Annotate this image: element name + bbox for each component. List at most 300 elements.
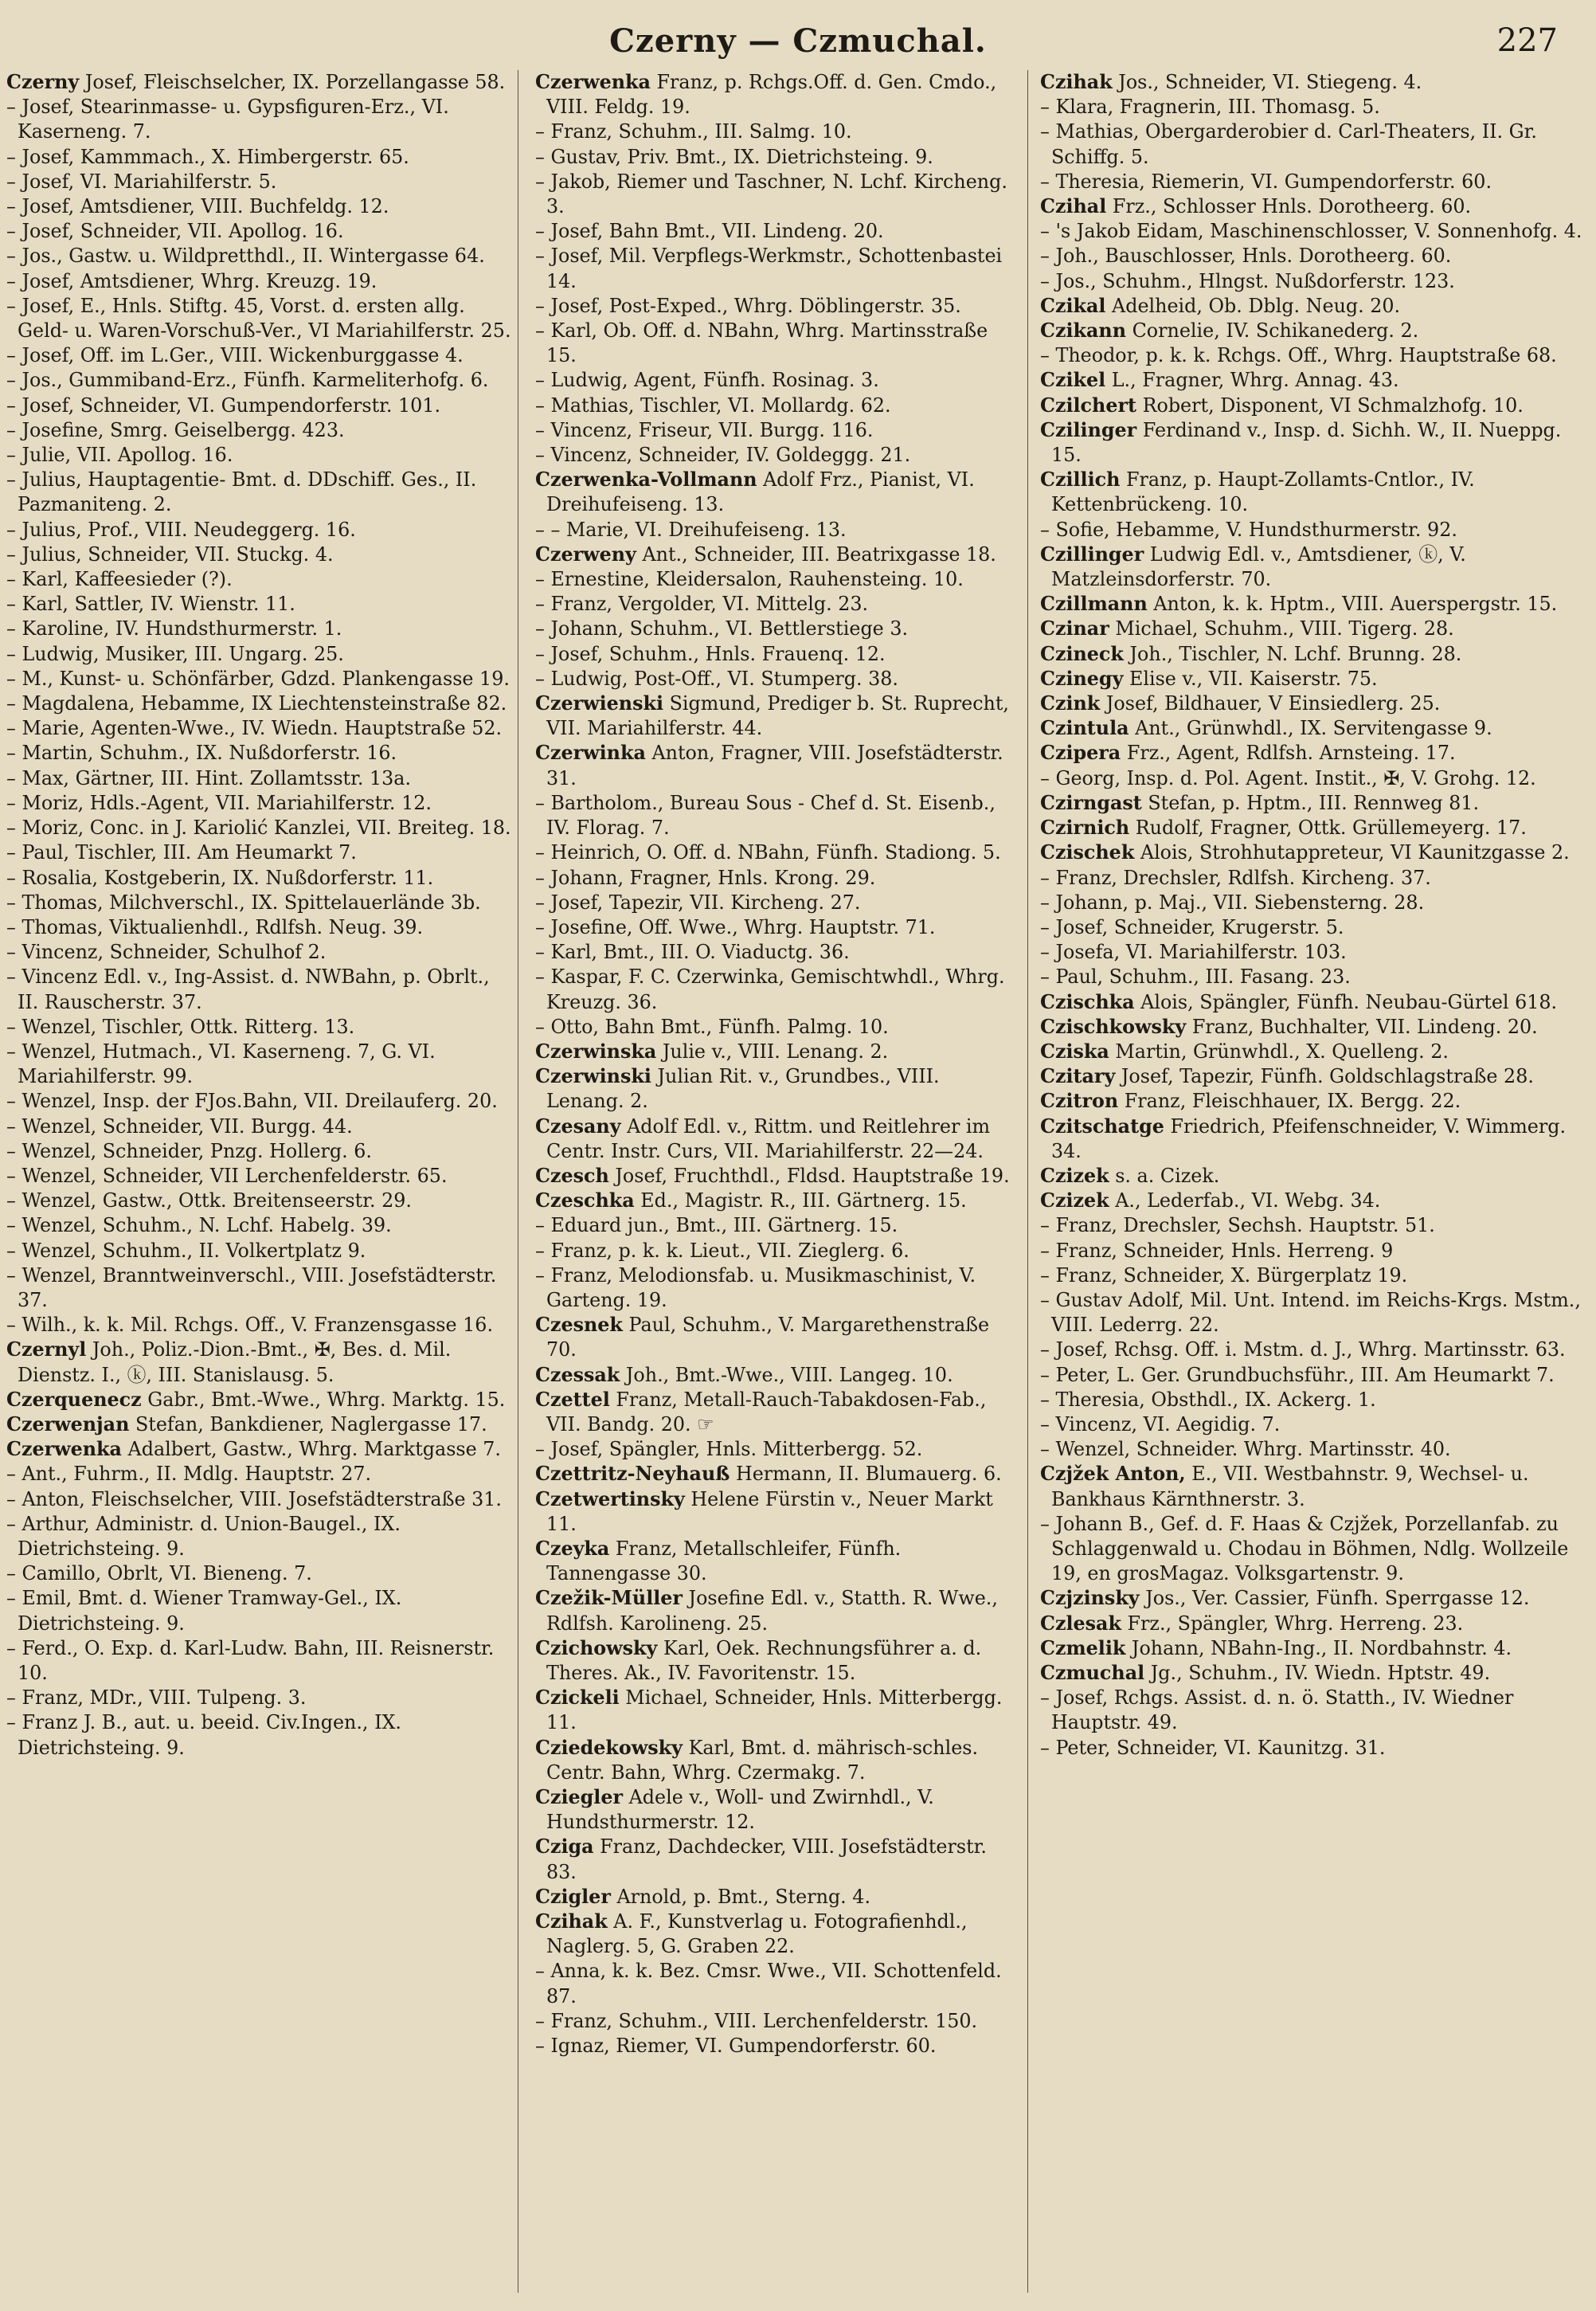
directory-entry [1040,1015,1590,1040]
columns [6,70,1591,2293]
column-middle [535,70,1023,2293]
directory-entry [535,915,1023,940]
entry-surname: Czerwinka [535,742,646,765]
directory-entry [1040,343,1590,368]
directory-entry [535,1910,1023,1959]
directory-entry [6,866,516,891]
directory-entry [1040,965,1590,989]
entry-text: – Vincenz, Friseur, VII. Burgg. 116. [535,418,874,441]
entry-text: – Karl, Sattler, IV. Wienstr. 11. [6,593,295,616]
directory-entry [6,145,516,170]
entry-surname: Czitary [1040,1065,1116,1088]
entry-text: – Jos., Gastw. u. Wildpretthdl., II. Wintergasse 64. [6,245,485,268]
entry-surname: Czettel [535,1388,610,1411]
entry-text: Elise v., VII. Kaiserstr. 75. [1129,667,1378,690]
directory-entry [535,791,1023,840]
directory-entry [1040,70,1590,95]
entry-surname: Czischka [1040,990,1135,1013]
directory-entry [6,269,516,294]
directory-entry [6,1437,516,1462]
entry-surname: Czickeli [535,1686,620,1710]
directory-entry [6,1586,516,1635]
entry-text: Ant., Grünwhdl., IX. Servitengasse 9. [1135,717,1492,740]
directory-entry [535,1213,1023,1238]
entry-surname: Czihak [535,1910,608,1933]
directory-entry [1040,368,1590,393]
directory-entry [1040,1736,1590,1761]
entry-text: – Otto, Bahn Bmt., Fünfh. Palmg. 10. [535,1015,889,1038]
entry-text: – Josefine, Smrg. Geiselbergg. 423. [6,418,345,441]
directory-entry [6,816,516,840]
entry-text: – Magdalena, Hebamme, IX Liechtensteinstraße 82. [6,692,507,715]
directory-entry [535,1189,1023,1213]
entry-surname: Cziedekowsky [535,1736,683,1759]
entry-text: – Julius, Hauptagentie- Bmt. d. DDschiff. Ges., II. Pazmaniteng. 2. [6,468,477,516]
entry-text: Sigmund, Prediger b. St. Ruprecht, VII. Mariahilferstr. 44. [546,692,1009,740]
directory-entry [6,1338,516,1387]
directory-entry [535,1114,1023,1164]
directory-entry [535,1586,1023,1635]
directory-entry [535,2034,1023,2058]
entry-text: Stefan, Bankdiener, Naglergasse 17. [135,1412,487,1436]
entry-text: – Wenzel, Tischler, Ottk. Ritterg. 13. [6,1015,355,1038]
entry-text: – Josef, VI. Mariahilferstr. 5. [6,170,277,193]
entry-surname: Czernyl [6,1338,87,1361]
entry-surname: Czitron [1040,1090,1119,1113]
entry-text: – Gustav Adolf, Mil. Unt. Intend. im Reichs-Krgs. Mstm., VIII. Lederrg. 22. [1040,1288,1581,1337]
entry-text: Friedrich, Pfeifenschneider, V. Wimmerg. 34. [1051,1114,1567,1162]
directory-entry [6,95,516,144]
entry-surname: Czihak [1040,71,1113,93]
entry-text: – Josef, Bahn Bmt., VII. Lindeng. 20. [535,220,884,243]
entry-surname: Czerwinska [535,1040,657,1063]
directory-entry [1040,691,1590,716]
entry-text: – Franz, Melodionsfab. u. Musikmaschinist, V. Garteng. 19. [535,1263,976,1311]
directory-entry [535,741,1023,790]
directory-entry [6,1164,516,1189]
entry-text: Jos., Ver. Cassier, Fünfh. Sperrgasse 12. [1145,1587,1530,1610]
directory-entry [6,1139,516,1164]
entry-text: Ferdinand v., Insp. d. Sichh. W., II. Nueppg. 15. [1051,418,1562,467]
directory-entry [1040,891,1590,915]
directory-entry [6,741,516,766]
entry-text: – Johann B., Gef. d. F. Haas & Czjžek, Porzellanfab. zu Schlaggenwald u. Chodau in Böhmen, Ndlg. Wollzeile 19, en grosMagaz. Volksgartenstr. 9. [1040,1512,1569,1585]
directory-entry [6,716,516,741]
entry-text: – Johann, p. Maj., VII. Siebensterng. 28. [1040,891,1425,914]
entry-text: Adolf Edl. v., Rittm. und Reitlehrer im Centr. Instr. Curs, VII. Mariahilferstr. 22—24. [546,1114,991,1162]
entry-text: – Josef, Kammmach., X. Himbergerstr. 65. [6,145,409,168]
page-number: 227 [1496,22,1558,59]
entry-text: Paul, Schuhm., V. Margarethenstraße 70. [546,1314,990,1361]
entry-text: – Karl, Ob. Off. d. NBahn, Whrg. Martinsstraße 15. [535,319,988,367]
column-right [1040,70,1590,2293]
entry-text: – Franz, Schuhm., III. Salmg. 10. [535,120,852,143]
entry-surname: Czetwertinsky [535,1487,685,1510]
directory-entry [6,219,516,244]
directory-entry [1040,119,1590,169]
entry-text: Jg., Schuhm., IV. Wiedn. Hptstr. 49. [1150,1662,1491,1684]
directory-entry [6,1015,516,1040]
entry-text: – Ludwig, Musiker, III. Ungarg. 25. [6,642,344,665]
directory-entry [535,1363,1023,1388]
entry-surname: Czillmann [1040,593,1148,616]
entry-text: Michael, Schuhm., VIII. Tigerg. 28. [1115,617,1454,640]
entry-text: – Anton, Fleischselcher, VIII. Josefstädterstraße 31. [6,1487,502,1510]
directory-entry [6,1462,516,1486]
entry-text: – Jos., Gummiband-Erz., Fünfh. Karmeliterhofg. 6. [6,369,489,392]
entry-text: – Wenzel, Branntweinverschl., VIII. Josefstädterstr. 37. [6,1263,497,1311]
entry-surname: Cziska [1040,1040,1109,1063]
entry-text: Franz, p. Rchgs.Off. d. Gen. Cmdo., VIII. Feldg. 19. [546,71,997,119]
directory-entry [6,766,516,791]
directory-entry [535,1686,1023,1735]
entry-surname: Czinegy [1040,667,1124,690]
entry-text: – Franz, Drechsler, Sechsh. Hauptstr. 51. [1040,1214,1435,1237]
directory-entry [535,866,1023,891]
entry-text: – Josef, Stearinmasse- u. Gypsfiguren-Erz., VI. Kaserneng. 7. [6,96,449,143]
directory-entry [6,394,516,418]
directory-entry [1040,667,1590,691]
directory-entry [6,965,516,1014]
directory-entry [1040,1462,1590,1511]
directory-entry [535,70,1023,119]
directory-entry [1040,1512,1590,1587]
entry-text: – Thomas, Milchverschl., IX. Spittelauerlände 3b. [6,891,481,914]
entry-text: – Josef, Amtsdiener, VIII. Buchfeldg. 12. [6,195,389,218]
directory-entry [6,617,516,641]
directory-entry [535,1313,1023,1362]
directory-entry [535,1388,1023,1437]
directory-entry [6,443,516,468]
directory-entry [1040,1239,1590,1263]
entry-text: – Paul, Schuhm., III. Fasang. 23. [1040,966,1351,989]
entry-text: Ludwig Edl. v., Amtsdiener, ⓚ, V. Matzleinsdorferstr. 70. [1051,542,1466,591]
entry-text: – Gustav, Priv. Bmt., IX. Dietrichsteing. 9. [535,145,933,168]
entry-surname: Czink [1040,692,1101,715]
directory-entry [1040,468,1590,517]
running-title: Czerny — Czmuchal. [609,22,987,60]
directory-entry [1040,95,1590,119]
entry-text: – Franz, Schuhm., VIII. Lerchenfelderstr. 150. [535,2009,978,2032]
directory-entry [1040,741,1590,766]
entry-text: – 's Jakob Eidam, Maschinenschlosser, V. Sonnenhofg. 4. [1040,220,1582,243]
directory-entry [6,567,516,592]
entry-surname: Czilinger [1040,418,1137,441]
entry-text: – – Marie, VI. Dreihufeiseng. 13. [535,518,847,541]
entry-text: – Thomas, Viktualienhdl., Rdlfsh. Neug. 39. [6,915,424,938]
entry-text: – Paul, Tischler, III. Am Heumarkt 7. [6,841,357,864]
entry-text: Alois, Spängler, Fünfh. Neubau-Gürtel 618. [1140,990,1558,1013]
entry-text: Josef, Tapezir, Fünfh. Goldschlagstraße 28. [1121,1065,1534,1088]
entry-surname: Czinar [1040,617,1109,640]
directory-entry [1040,418,1590,468]
directory-entry [535,667,1023,691]
entry-text: – Wenzel, Insp. der FJos.Bahn, VII. Dreilauferg. 20. [6,1090,498,1113]
directory-entry [535,642,1023,667]
entry-text: Johann, NBahn-Ing., II. Nordbahnstr. 4. [1131,1636,1512,1659]
entry-text: – Sofie, Hebamme, V. Hundsthurmerstr. 92. [1040,518,1457,541]
directory-entry [535,443,1023,468]
directory-entry [535,244,1023,293]
entry-text: – Josef, Post-Exped., Whrg. Döblingerstr. 35. [535,294,961,317]
entry-text: – Ernestine, Kleidersalon, Rauhensteing. 10. [535,568,964,591]
entry-text: – Franz, Schneider, Hnls. Herreng. 9 [1040,1239,1394,1262]
entry-text: Gabr., Bmt.-Wwe., Whrg. Marktg. 15. [147,1388,506,1411]
directory-entry [6,468,516,517]
entry-text: – Max, Gärtner, III. Hint. Zollamtsstr. 13a. [6,766,412,789]
entry-surname: Czerwinski [535,1065,651,1088]
entry-text: – Johann, Schuhm., VI. Bettlerstiege 3. [535,617,909,640]
directory-entry [535,468,1023,517]
directory-entry [535,1040,1023,1064]
directory-entry [535,617,1023,641]
directory-entry [6,368,516,393]
entry-text: – Mathias, Tischler, VI. Mollardg. 62. [535,394,891,417]
entry-text: – Heinrich, O. Off. d. NBahn, Fünfh. Stadiong. 5. [535,841,1001,864]
entry-surname: Czerwenka-Vollmann [535,468,757,492]
entry-surname: Czerquenecz [6,1388,142,1411]
directory-entry [6,1089,516,1114]
entry-surname: Czikel [1040,369,1106,392]
entry-text: Anton, Fragner, VIII. Josefstädterstr. 31. [546,742,1003,789]
entry-text: – Wilh., k. k. Mil. Rchgs. Off., V. Franzensgasse 16. [6,1314,494,1337]
entry-surname: Czerwenka [6,1438,122,1461]
entry-surname: Czichowsky [535,1636,658,1659]
entry-text: Julian Rit. v., Grundbes., VIII. Lenang. 2. [546,1065,940,1113]
directory-entry [535,418,1023,443]
entry-text: Frz., Schlosser Hnls. Dorotheerg. 60. [1112,195,1472,218]
entry-surname: Czikann [1040,319,1127,343]
entry-text: Arnold, p. Bmt., Sterng. 4. [616,1885,871,1908]
entry-text: – Marie, Agenten-Wwe., IV. Wiedn. Hauptstraße 52. [6,717,503,740]
directory-entry [6,1213,516,1238]
directory-entry [1040,319,1590,343]
entry-text: – Peter, L. Ger. Grundbuchsführ., III. Am Heumarkt 7. [1040,1363,1555,1386]
entry-text: – Franz J. B., aut. u. beeid. Civ.Ingen., IX. Dietrichsteing. 9. [6,1711,401,1759]
entry-text: Ant., Schneider, III. Beatrixgasse 18. [642,542,996,566]
entry-surname: Czerwenjan [6,1412,130,1436]
directory-entry [535,219,1023,244]
directory-entry [535,294,1023,319]
entry-surname: Czessak [535,1363,620,1386]
entry-text: – Bartholom., Bureau Sous - Chef d. St. Eisenb., IV. Florag. 7. [535,791,996,840]
directory-entry [1040,1189,1590,1213]
directory-entry [6,170,516,194]
directory-entry [1040,170,1590,194]
directory-entry [6,1710,516,1760]
entry-text: L., Fragner, Whrg. Annag. 43. [1111,369,1399,392]
directory-entry [1040,1288,1590,1338]
entry-surname: Czitschatge [1040,1114,1164,1138]
entry-text: Joh., Tischler, N. Lchf. Brunng. 28. [1129,642,1462,665]
entry-text: – Eduard jun., Bmt., III. Gärtnerg. 15. [535,1214,898,1237]
directory-entry [535,1064,1023,1114]
directory-entry [535,1462,1023,1486]
directory-entry [6,343,516,368]
entry-surname: Czizek [1040,1164,1109,1187]
entry-surname: Czirnich [1040,817,1130,840]
entry-text: – Martin, Schuhm., IX. Nußdorferstr. 16. [6,742,397,765]
directory-entry [1040,1437,1590,1462]
entry-text: – Joh., Bauschlosser, Hnls. Dorotheerg. 60. [1040,245,1452,268]
entry-text: – Ignaz, Riemer, VI. Gumpendorferstr. 60. [535,2035,937,2058]
entry-text: A., Lederfab., VI. Webg. 34. [1115,1189,1381,1212]
directory-entry [1040,1114,1590,1164]
entry-text: – Jos., Schuhm., Hlngst. Nußdorferstr. 123. [1040,269,1455,292]
entry-text: – Josef, Spängler, Hnls. Mitterbergg. 52. [535,1438,923,1461]
directory-entry [535,840,1023,865]
directory-entry [6,791,516,816]
entry-surname: Czettritz-Neyhauß [535,1463,730,1486]
directory-entry [6,1114,516,1139]
entry-surname: Czillich [1040,468,1121,492]
directory-entry [1040,1164,1590,1189]
directory-entry [1040,840,1590,865]
directory-entry [1040,542,1590,592]
entry-text: – Karl, Bmt., III. O. Viaductg. 36. [535,941,850,964]
entry-text: – Moriz, Hdls.-Agent, VII. Mariahilferstr. 12. [6,791,432,814]
entry-surname: Czizek [1040,1189,1109,1212]
directory-entry [6,891,516,915]
column-left [6,70,516,2293]
entry-text: Adelheid, Ob. Dblg. Neug. 20. [1112,294,1401,317]
directory-entry [1040,1412,1590,1437]
directory-entry [6,1487,516,1512]
directory-entry [6,418,516,443]
entry-surname: Czilchert [1040,394,1136,417]
entry-text: – Josef, Schuhm., Hnls. Frauenq. 12. [535,642,886,665]
directory-entry [535,119,1023,144]
entry-surname: Czirngast [1040,791,1142,814]
directory-entry [6,1189,516,1213]
entry-text: – Klara, Fragnerin, III. Thomasg. 5. [1040,96,1380,119]
directory-entry [1040,518,1590,542]
directory-entry [6,691,516,716]
entry-surname: Cziegler [535,1786,623,1809]
entry-text: Hermann, II. Blumauerg. 6. [735,1463,1002,1486]
entry-text: – Wenzel, Schneider. Whrg. Martinsstr. 40. [1040,1438,1451,1461]
entry-text: – Josef, Schneider, VII. Apollog. 16. [6,220,344,243]
entry-text: – Julie, VII. Apollog. 16. [6,444,233,467]
directory-entry [1040,1040,1590,1064]
directory-entry [6,518,516,542]
entry-surname: Cziga [535,1835,594,1859]
entry-text: – Josef, Rchgs. Assist. d. n. ö. Statth., IV. Wiedner Hauptstr. 49. [1040,1686,1514,1734]
entry-text: Cornelie, IV. Schikanederg. 2. [1132,319,1419,343]
entry-text: – Theresia, Obsthdl., IX. Ackerg. 1. [1040,1388,1376,1411]
entry-text: – Ferd., O. Exp. d. Karl-Ludw. Bahn, III. Reisnerstr. 10. [6,1636,495,1684]
directory-entry [6,1412,516,1437]
entry-text: – Josef, Off. im L.Ger., VIII. Wickenburggasse 4. [6,344,464,367]
entry-text: Karl, Bmt. d. mährisch-schles. Centr. Bahn, Whrg. Czermakg. 7. [546,1736,979,1784]
directory-entry [6,940,516,965]
entry-text: – Vincenz, VI. Aegidig. 7. [1040,1412,1281,1436]
entry-text: – Karoline, IV. Hundsthurmerstr. 1. [6,617,342,640]
directory-entry [1040,244,1590,268]
directory-entry [535,592,1023,617]
entry-surname: Czeyka [535,1537,610,1560]
entry-text: – Franz, p. k. k. Lieut., VII. Zieglerg. 6. [535,1239,909,1262]
page-header [0,18,1596,73]
entry-text: Anton, k. k. Hptm., VIII. Auerspergstr. 15. [1153,593,1558,616]
directory-entry [535,2009,1023,2034]
entry-text: – Josefine, Off. Wwe., Whrg. Hauptstr. 71. [535,915,936,938]
directory-entry [535,891,1023,915]
entry-surname: Czesch [535,1164,609,1187]
entry-text: Adolf Frz., Pianist, VI. Dreihufeiseng. 13. [546,468,975,516]
entry-text: – Rosalia, Kostgeberin, IX. Nußdorferstr. 11. [6,866,434,889]
entry-text: – Kaspar, F. C. Czerwinka, Gemischtwhdl., Whrg. Kreuzg. 36. [535,966,1005,1013]
directory-entry [535,1537,1023,1586]
entry-surname: Czerny [6,71,80,93]
directory-entry [6,667,516,691]
entry-text: – Wenzel, Gastw., Ottk. Breitenseerstr. 29. [6,1189,412,1212]
directory-entry [1040,1064,1590,1089]
directory-entry [1040,617,1590,641]
directory-entry [1040,1213,1590,1238]
directory-entry [535,319,1023,368]
directory-entry [535,1487,1023,1537]
entry-text: – Julius, Prof., VIII. Neudeggerg. 16. [6,518,356,541]
entry-surname: Czineck [1040,642,1124,665]
entry-text: – Theresia, Riemerin, VI. Gumpendorferstr. 60. [1040,170,1492,193]
entry-text: – Camillo, Obrlt, VI. Bieneng. 7. [6,1562,312,1585]
entry-surname: Czigler [535,1885,611,1908]
entry-text: – Peter, Schneider, VI. Kaunitzg. 31. [1040,1736,1386,1759]
entry-text: – Franz, MDr., VIII. Tulpeng. 3. [6,1686,307,1710]
entry-text: Julie v., VIII. Lenang. 2. [662,1040,889,1063]
entry-text: – Josef, Mil. Verpflegs-Werkmstr., Schottenbastei 14. [535,245,1003,292]
directory-entry [535,940,1023,965]
entry-text: – Wenzel, Hutmach., VI. Kaserneng. 7, G. VI. Mariahilferstr. 99. [6,1040,436,1088]
directory-entry [1040,766,1590,791]
entry-text: – Wenzel, Schneider, VII. Burgg. 44. [6,1114,353,1138]
entry-text: Rudolf, Fragner, Ottk. Grüllemeyerg. 17. [1135,817,1527,840]
entry-text: Franz, Metall-Rauch-Tabakdosen-Fab., VII. Bandg. 20. ☞ [546,1388,987,1436]
directory-entry [1040,1636,1590,1661]
directory-entry [535,394,1023,418]
entry-text: – Josef, Tapezir, VII. Kircheng. 27. [535,891,861,914]
entry-text: – Karl, Kaffeesieder (?). [6,568,233,591]
entry-surname: Czikal [1040,294,1106,317]
entry-text: Michael, Schneider, Hnls. Mitterbergg. 11. [546,1686,1003,1734]
entry-text: – Josef, Amtsdiener, Whrg. Kreuzg. 19. [6,269,377,292]
entry-text: Adele v., Woll- und Zwirnhdl., V. Hundsthurmerstr. 12. [546,1786,934,1834]
directory-entry [6,642,516,667]
entry-text: – Josefa, VI. Mariahilferstr. 103. [1040,941,1347,964]
entry-surname: Czischek [1040,841,1135,864]
entry-text: – Georg, Insp. d. Pol. Agent. Instit., ✠, V. Grohg. 12. [1040,766,1536,789]
entry-text: – M., Kunst- u. Schönfärber, Gdzd. Plankengasse 19. [6,667,510,690]
directory-entry [6,1313,516,1338]
directory-entry [6,1388,516,1412]
directory-entry [6,244,516,268]
entry-text: Franz, Fleischhauer, IX. Bergg. 22. [1124,1090,1461,1113]
entry-text: – Julius, Schneider, VII. Stuckg. 4. [6,542,334,566]
entry-text: – Vincenz, Schneider, IV. Goldeggg. 21. [535,444,911,467]
entry-surname: Czeschka [535,1189,635,1212]
entry-surname: Czesnek [535,1314,623,1337]
directory-entry [1040,1363,1590,1388]
directory-entry [535,1164,1023,1189]
directory-entry [535,1015,1023,1040]
directory-entry [6,1636,516,1686]
entry-text: – Franz, Drechsler, Rdlfsh. Kircheng. 37. [1040,866,1431,889]
directory-entry [1040,1612,1590,1636]
entry-text: s. a. Cizek. [1115,1164,1220,1187]
entry-text: – Mathias, Obergarderobier d. Carl-Theaters, II. Gr. Schiffg. 5. [1040,120,1537,168]
entry-surname: Czipera [1040,742,1121,765]
